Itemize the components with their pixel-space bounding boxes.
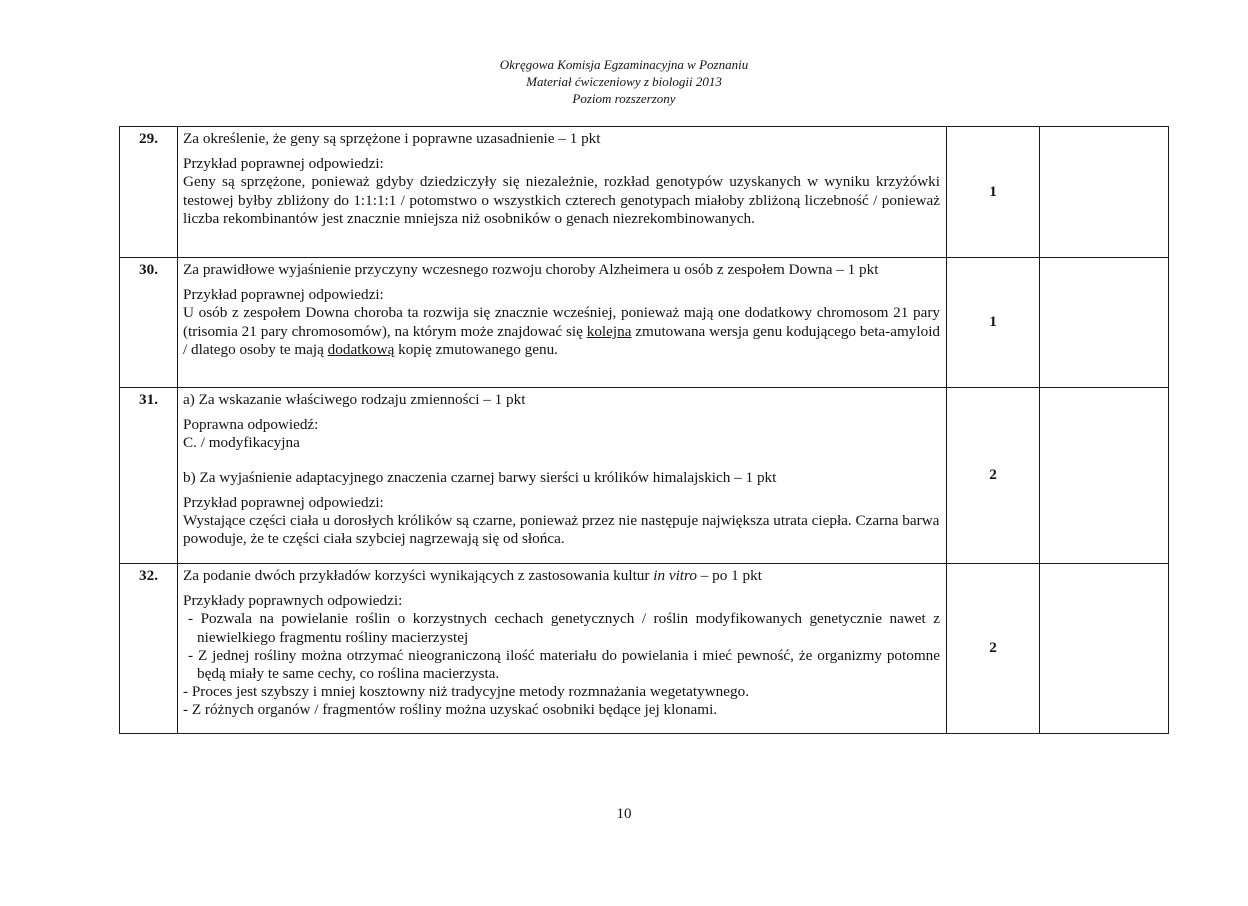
list-item: - Z różnych organów / fragmentów rośliny można uzyskać osobniki będące jej klonami. xyxy=(183,701,718,719)
task-number: 31. xyxy=(120,388,178,564)
underlined-word: dodatkową xyxy=(327,340,395,358)
task-content xyxy=(178,258,947,388)
example-label: Przykład poprawnej odpowiedzi: xyxy=(183,493,384,511)
notes-cell xyxy=(1040,564,1169,734)
example-answer: U osób z zespołem Downa choroba ta rozwija się znacznie wcześniej, ponieważ mają one dodatkowy chromosom 21 pary (trisomia 21 pary chromosomów), na którym może znajdować się kolejna zmutowana wersja genu kodującego beta-amyloid / dlatego osoby te mają dodatkową kopię zmutowanego genu. xyxy=(183,304,941,358)
list-item: - Z jednej rośliny można otrzymać nieograniczoną ilość materiału do powielania i mieć pewność, że organizmy potomne będą miały te same cechy, co roślina macierzysta. xyxy=(188,646,940,683)
example-label: Przykład poprawnej odpowiedzi: xyxy=(183,286,384,304)
answer-b: Wystające części ciała u dorosłych królików są czarne, ponieważ przez nie następuje największa utrata ciepła. Czarna barwa powoduje, że te części ciała szybciej nagrzewają się od słońca. xyxy=(183,512,940,548)
task-number: 32. xyxy=(120,564,178,734)
task-row-32 xyxy=(120,564,1169,734)
scoring-criterion: Za określenie, że geny są sprzężone i poprawne uzasadnienie – 1 pkt xyxy=(183,130,601,147)
task-number: 30. xyxy=(120,258,178,388)
page-header xyxy=(0,56,1248,107)
header-line-level: Poziom rozszerzony xyxy=(572,91,676,106)
scoring-criterion-a: a) Za wskazanie właściwego rodzaju zmienności – 1 pkt xyxy=(183,391,526,408)
example-answer: Geny są sprzężone, ponieważ gdyby dziedziczyły się niezależnie, rozkład genotypów uzyskanych w wyniku krzyżówki testowej byłby zbliżony do 1:1:1:1 / potomstwo o wszystkich czterech genotypach miałoby zbliżoną liczebność / ponieważ liczba rekombinantów jest znacznie mniejsza niż osobników o genach niezrekombinowanych. xyxy=(183,173,940,227)
page-number: 10 xyxy=(616,806,632,822)
notes-cell xyxy=(1040,258,1169,388)
task-content xyxy=(178,388,947,564)
task-row-31 xyxy=(120,388,1169,564)
notes-cell xyxy=(1040,127,1169,258)
points-cell: 2 xyxy=(947,388,1040,564)
task-content xyxy=(178,564,947,734)
correct-answer-label: Poprawna odpowiedź: xyxy=(183,416,319,434)
scoring-criterion: Za podanie dwóch przykładów korzyści wynikających z zastosowania kultur in vitro – po 1 pkt xyxy=(183,567,762,584)
task-number: 29. xyxy=(120,127,178,258)
task-row-29 xyxy=(120,127,1169,258)
answer-a: C. / modyfikacyjna xyxy=(183,434,300,452)
points-cell: 1 xyxy=(947,258,1040,388)
scoring-criterion-b: b) Za wyjaśnienie adaptacyjnego znaczenia czarnej barwy sierści u królików himalajskich – 1 pkt xyxy=(183,468,777,486)
answer-key-table xyxy=(119,126,1169,734)
scoring-criterion: Za prawidłowe wyjaśnienie przyczyny wczesnego rozwoju choroby Alzheimera u osób z zespołem Downa – 1 pkt xyxy=(183,261,879,278)
task-content xyxy=(178,127,947,258)
examples-label: Przykłady poprawnych odpowiedzi: xyxy=(183,592,403,610)
list-item: - Pozwala na powielanie roślin o korzystnych cechach genetycznych / roślin modyfikowanych genetycznie nawet z niewielkiego fragmentu rośliny macierzystej xyxy=(188,610,940,646)
notes-cell xyxy=(1040,388,1169,564)
list-item: - Proces jest szybszy i mniej kosztowny niż tradycyjne metody rozmnażania wegetatywnego. xyxy=(183,683,749,701)
example-label: Przykład poprawnej odpowiedzi: xyxy=(183,155,384,173)
header-line-material: Materiał ćwiczeniowy z biologii 2013 xyxy=(526,74,722,89)
points-cell: 1 xyxy=(947,127,1040,258)
task-row-30 xyxy=(120,258,1169,388)
underlined-word: kolejna xyxy=(586,322,632,340)
points-cell: 2 xyxy=(947,564,1040,734)
header-line-commission: Okręgowa Komisja Egzaminacyjna w Poznaniu xyxy=(499,57,749,72)
